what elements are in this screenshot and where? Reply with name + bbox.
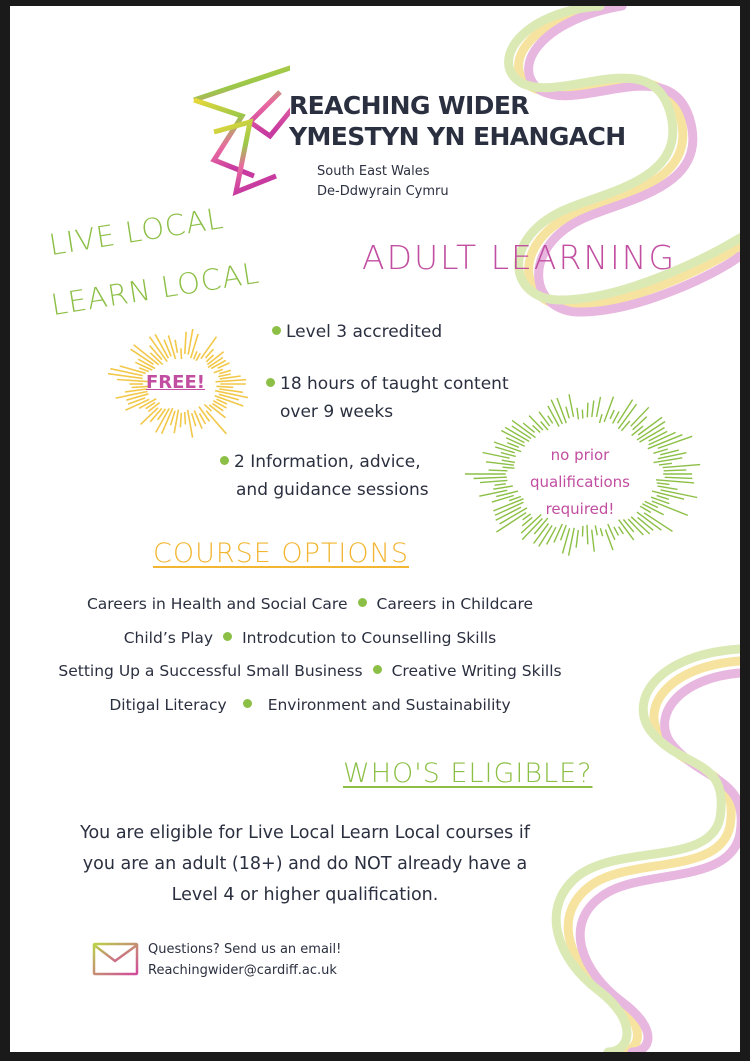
course-options-heading: COURSE OPTIONS	[153, 538, 409, 569]
sunburst-ray	[216, 380, 247, 382]
sunburst-ray	[181, 348, 182, 359]
sunburst-ray	[665, 477, 693, 478]
sunburst-ray	[480, 480, 507, 482]
free-badge: FREE!	[146, 372, 205, 393]
sunburst-ray	[569, 528, 575, 556]
brand-region	[317, 162, 449, 202]
bullet-dot-icon	[272, 326, 281, 335]
sunburst-ray	[633, 417, 647, 430]
sunburst-ray	[185, 332, 186, 354]
sunburst-ray	[213, 401, 226, 408]
contact-block	[148, 939, 341, 981]
bullet-dot-icon	[223, 632, 232, 641]
sunburst-ray	[206, 411, 226, 434]
no-prior-badge: no prior qualifications required!	[530, 446, 630, 518]
sunburst-ray	[649, 431, 668, 441]
sunburst-ray	[592, 401, 594, 418]
eligibility-heading: WHO'S ELIGIBLE?	[343, 758, 593, 789]
slogan-line-2: LEARN LOCAL	[48, 255, 262, 322]
sunburst-ray	[661, 490, 698, 498]
sunburst-ray	[489, 470, 508, 471]
sunburst-ray	[664, 470, 687, 471]
sunburst-ray	[637, 422, 665, 440]
brand-title-cy: YMESTYN YN EHANGACH	[289, 122, 626, 151]
bullet-dot-icon	[266, 378, 275, 387]
contact-email[interactable]: Reachingwider@cardiff.ac.uk	[148, 963, 337, 978]
sunburst-ray	[214, 369, 223, 372]
bullet-dot-icon	[243, 699, 252, 708]
sunburst-ray	[632, 426, 644, 436]
sunburst-ray	[652, 491, 684, 499]
sunburst-ray	[614, 527, 619, 535]
sunburst-ray	[217, 386, 234, 387]
sunburst-ray	[604, 397, 613, 422]
bullet-dot-icon	[358, 598, 367, 607]
flyer-page	[10, 6, 740, 1052]
sunburst-ray	[188, 329, 193, 355]
reaching-wider-logo-icon	[190, 52, 290, 202]
sunburst-ray	[652, 501, 688, 515]
sunburst-ray	[587, 525, 588, 545]
sunburst-ray	[539, 412, 550, 426]
course-row: Setting Up a Successful Small Business Creative Writing Skills	[58, 662, 562, 680]
sunburst-ray	[194, 351, 197, 359]
sunburst-ray	[557, 398, 566, 423]
sunburst-ray	[192, 413, 196, 426]
bullet-item: Level 3 accredited	[272, 318, 442, 346]
sunburst-ray	[576, 530, 578, 548]
sunburst-ray	[659, 463, 672, 465]
brand-region-cy: De-Ddwyrain Cymru	[317, 184, 449, 199]
sunburst-ray	[180, 413, 181, 428]
sunburst-ray	[600, 528, 602, 536]
sunburst-ray	[566, 407, 569, 419]
headline: ADULT LEARNING	[362, 238, 677, 277]
sunburst-ray	[548, 416, 553, 424]
sunburst-ray	[657, 483, 670, 485]
sunburst-ray	[600, 414, 603, 423]
brand-title-en: REACHING WIDER	[289, 91, 529, 120]
sunburst-ray	[218, 374, 231, 377]
sunburst-ray	[495, 484, 506, 485]
course-row: Child’s Play Introdcution to Counselling Skills	[123, 629, 497, 647]
slogan-line-1: LIVE LOCAL	[46, 200, 227, 262]
sunburst-ray	[134, 345, 159, 365]
sunburst-ray	[663, 465, 701, 468]
sunburst-ray	[592, 530, 595, 552]
sunburst-ray	[597, 397, 601, 417]
sunburst-ray	[658, 486, 678, 489]
sunburst-ray	[523, 423, 535, 432]
bullet-item: 2 Information, advice, and guidance sessions	[220, 448, 429, 504]
sunburst-ray	[175, 340, 177, 353]
sunburst-ray	[577, 408, 578, 420]
bullet-item: 18 hours of taught content over 9 weeks	[266, 370, 509, 426]
brand-title	[289, 90, 626, 152]
sunburst-ray	[654, 458, 683, 463]
sunburst-ray	[474, 477, 507, 478]
sunburst-ray	[548, 406, 559, 427]
sunburst-ray	[657, 496, 669, 500]
bullet-dot-icon	[373, 665, 382, 674]
sunburst-ray	[619, 527, 624, 534]
contact-prompt: Questions? Send us an email!	[148, 942, 342, 957]
eligibility-text: You are eligible for Live Local Learn Local courses if you are an adult (18+) and do NOT already have a Level 4 or higher qualification.	[80, 823, 530, 905]
sunburst-ray	[196, 353, 200, 360]
sunburst-ray	[653, 449, 667, 453]
sunburst-ray	[168, 335, 175, 359]
sunburst-ray	[185, 412, 186, 424]
course-row: Ditigal Literacy Environment and Sustainability	[109, 696, 511, 714]
course-row: Careers in Health and Social Care Careers in Childcare	[86, 595, 534, 613]
sunburst-ray	[656, 480, 694, 483]
brand-region-en: South East Wales	[317, 164, 430, 179]
sunburst-ray	[551, 400, 562, 424]
envelope-icon	[80, 941, 142, 977]
sunburst-ray	[569, 394, 574, 417]
sunburst-ray	[117, 380, 148, 382]
sunburst-ray	[595, 525, 597, 535]
bullet-dot-icon	[220, 456, 229, 465]
sunburst-ray	[610, 410, 614, 419]
sunburst-ray	[587, 403, 588, 418]
